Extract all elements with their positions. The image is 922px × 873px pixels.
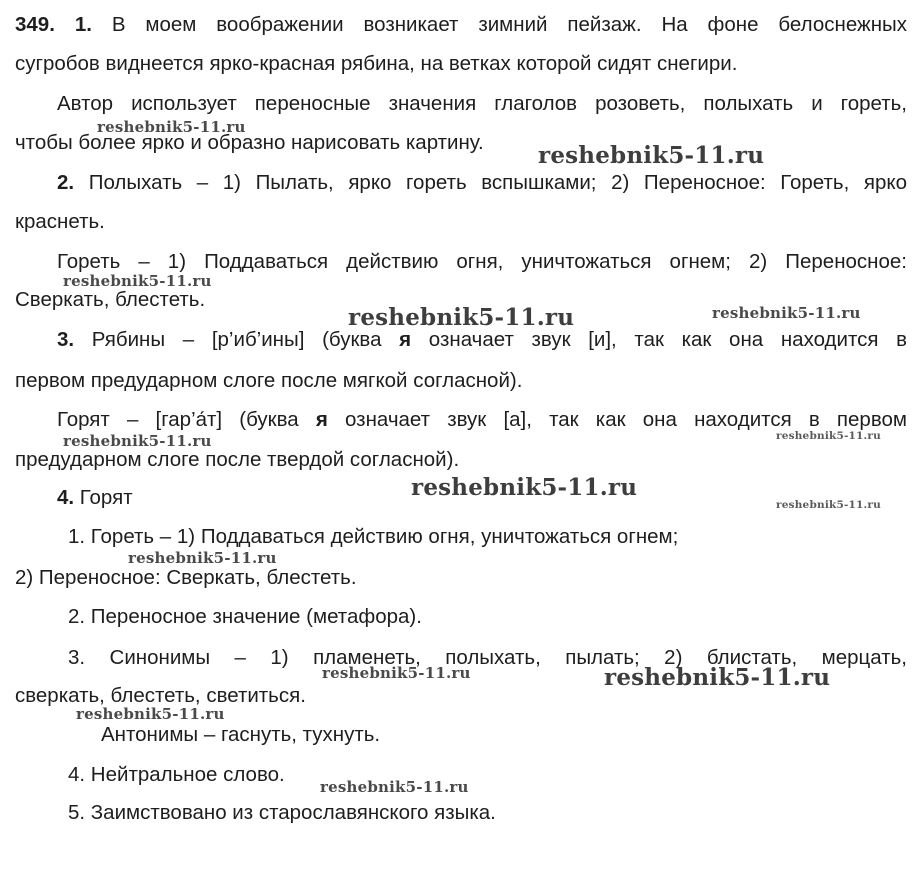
paragraph-5-line-1: [57, 328, 907, 352]
letter-ya: я: [399, 328, 412, 351]
paragraph-5-text-a: Рябины – [р’иб’ины] (буква: [74, 328, 400, 351]
letter-ya: я: [315, 408, 328, 431]
watermark: reshebnik5-11.ru: [538, 142, 765, 169]
watermark: reshebnik5-11.ru: [776, 430, 881, 442]
task-number-4: 4.: [57, 486, 75, 509]
paragraph-2-line-2: чтобы более ярко и образно нарисовать картину.: [15, 131, 484, 154]
watermark: reshebnik5-11.ru: [322, 664, 471, 682]
paragraph-13: 5. Заимствовано из старославянского языка.: [68, 801, 496, 824]
task-number-2: 2.: [57, 171, 75, 194]
paragraph-7: [57, 486, 133, 510]
paragraph-3-line-2: краснеть.: [15, 210, 105, 233]
watermark: reshebnik5-11.ru: [411, 474, 638, 501]
paragraph-6-line-2: предударном слоге после твердой согласной).: [15, 448, 460, 471]
watermark: reshebnik5-11.ru: [320, 778, 469, 796]
watermark: reshebnik5-11.ru: [63, 432, 212, 450]
watermark: reshebnik5-11.ru: [348, 304, 575, 331]
paragraph-11: Антонимы – гаснуть, тухнуть.: [101, 723, 381, 746]
paragraph-6-line-1: [57, 408, 907, 432]
paragraph-10-line-2: сверкать, блестеть, светиться.: [15, 684, 306, 707]
paragraph-8-line-2: 2) Переносное: Сверкать, блестеть.: [15, 566, 357, 589]
paragraph-12: 4. Нейтральное слово.: [68, 763, 285, 786]
paragraph-1-line-2: сугробов виднеется ярко-красная рябина, на ветках которой сидят снегири.: [15, 52, 738, 75]
paragraph-3-line-1: [57, 171, 907, 195]
task-number-1: 1.: [74, 13, 92, 36]
paragraph-1-line-1: [15, 13, 907, 37]
paragraph-2-line-1: Автор использует переносные значения глаголов розоветь, полыхать и гореть,: [57, 92, 907, 115]
watermark: reshebnik5-11.ru: [76, 705, 225, 723]
paragraph-8-line-1: 1. Гореть – 1) Поддаваться действию огня, уничтожаться огнем;: [68, 525, 679, 548]
watermark: reshebnik5-11.ru: [97, 118, 246, 136]
paragraph-6-text-b: означает звук [а], так как она находится в первом: [327, 408, 907, 431]
watermark: reshebnik5-11.ru: [63, 272, 212, 290]
paragraph-10-line-1: 3. Синонимы – 1) пламенеть, полыхать, пылать; 2) блистать, мерцать,: [68, 646, 907, 669]
paragraph-6-text-a: Горят – [гар’а́т] (буква: [57, 408, 316, 431]
watermark: reshebnik5-11.ru: [128, 549, 277, 567]
paragraph-4-line-2: Сверкать, блестеть.: [15, 288, 206, 311]
paragraph-3-text: Полыхать – 1) Пылать, ярко гореть вспышками; 2) Переносное: Гореть, ярко: [74, 171, 907, 194]
watermark: reshebnik5-11.ru: [776, 499, 881, 511]
paragraph-5-text-b: означает звук [и], так как она находится в: [411, 328, 908, 351]
paragraph-5-line-2: первом предударном слоге после мягкой согласной).: [15, 369, 523, 392]
watermark: reshebnik5-11.ru: [712, 304, 861, 322]
watermark: reshebnik5-11.ru: [604, 664, 831, 691]
paragraph-1-text-a: В моем воображении возникает зимний пейзаж. На фоне белоснежных: [91, 13, 908, 36]
exercise-number: 349.: [15, 13, 55, 36]
task-number-3: 3.: [57, 328, 75, 351]
paragraph-7-text: Горят: [74, 486, 133, 509]
paragraph-4-line-1: Гореть – 1) Поддаваться действию огня, уничтожаться огнем; 2) Переносное:: [57, 250, 907, 273]
paragraph-9: 2. Переносное значение (метафора).: [68, 605, 422, 628]
